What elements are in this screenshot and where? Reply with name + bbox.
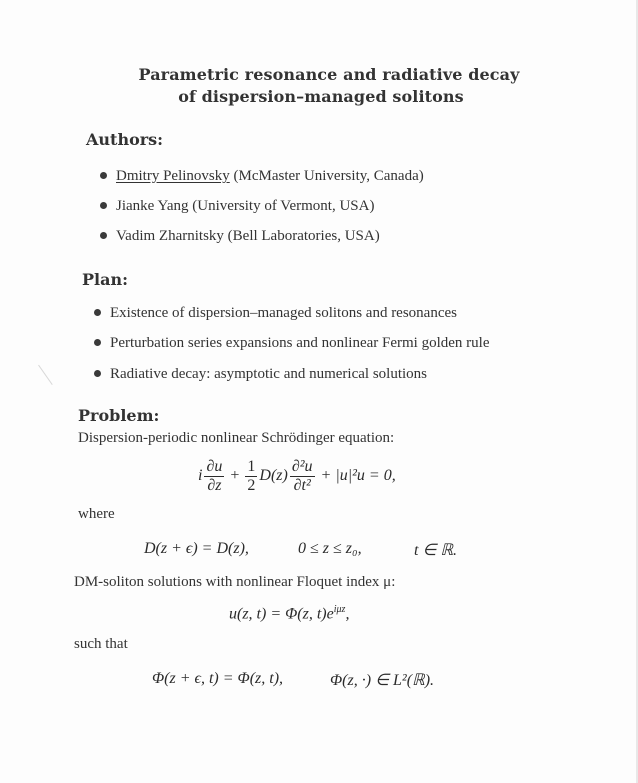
plan-item [94, 335, 490, 352]
bullet-icon [100, 172, 107, 179]
equation-phi-periodic: Φ(z + ϵ, t) = Φ(z, t), [152, 670, 284, 687]
eq-num: 1 [247, 458, 256, 475]
bullet-icon [100, 232, 107, 239]
where-text: where [78, 506, 115, 522]
author-item [100, 198, 374, 215]
eq-periodicity-main: D(z + ϵ) = D(z), [144, 540, 249, 557]
author-name: Jianke Yang [116, 198, 189, 214]
bullet-icon [94, 309, 101, 316]
eq-floquet-exp: iμz [333, 604, 346, 615]
plan-heading: Plan: [82, 270, 129, 289]
dm-soliton-text: DM-soliton solutions with nonlinear Floquet index μ: [74, 574, 396, 590]
eq-dispersion: D(z) [259, 467, 288, 485]
problem-heading: Problem: [78, 406, 160, 425]
author-item [100, 168, 424, 185]
bullet-icon [100, 202, 107, 209]
author-name: Vadim Zharnitsky [116, 228, 224, 244]
plan-item-text: Existence of dispersion–managed solitons and resonances [110, 305, 457, 321]
eq-frac-d2u-dt2 [290, 458, 315, 495]
scan-mark [38, 359, 61, 385]
author-affiliation: (McMaster University, Canada) [233, 168, 424, 184]
plan-item [94, 366, 427, 383]
bullet-icon [94, 370, 101, 377]
eq-num: ∂²u [291, 458, 313, 475]
equation-domain: t ∈ ℝ. [414, 542, 458, 559]
eq-den: ∂z [207, 477, 222, 494]
eq-floquet-end: , [345, 605, 350, 623]
eq-num: ∂u [206, 458, 223, 475]
author-affiliation: (University of Vermont, USA) [192, 198, 375, 214]
eq-i: i [198, 467, 203, 485]
title-line-1: Parametric resonance and radiative decay [138, 65, 520, 84]
such-that-text: such that [74, 636, 128, 652]
author-name-link[interactable]: Dmitry Pelinovsky [116, 168, 230, 184]
bullet-icon [94, 339, 101, 346]
author-affiliation: (Bell Laboratories, USA) [227, 228, 380, 244]
plan-item-text: Radiative decay: asymptotic and numerical solutions [110, 366, 427, 382]
plan-item [94, 305, 457, 322]
title-line-2: of dispersion–managed solitons [178, 87, 464, 106]
equation-periodicity [144, 540, 249, 558]
eq-frac-du-dz [204, 458, 224, 495]
eq-den: ∂t² [293, 477, 311, 494]
equation-nls [198, 458, 396, 495]
eq-den: 2 [247, 477, 256, 494]
eq-frac-half [245, 458, 257, 495]
equation-range: 0 ≤ z ≤ z₀, [298, 540, 362, 557]
eq-floquet-base: u(z, t) = Φ(z, t)e [229, 605, 334, 623]
authors-heading: Authors: [86, 130, 164, 149]
author-item [100, 228, 380, 245]
problem-intro: Dispersion-periodic nonlinear Schrödinger equation: [78, 430, 395, 446]
equation-floquet [229, 604, 349, 623]
plan-item-text: Perturbation series expansions and nonlinear Fermi golden rule [110, 335, 490, 351]
eq-tail: + |u|²u = 0, [320, 467, 396, 485]
eq-plus: + [230, 467, 240, 485]
equation-phi-l2: Φ(z, ·) ∈ L²(ℝ). [330, 672, 435, 689]
